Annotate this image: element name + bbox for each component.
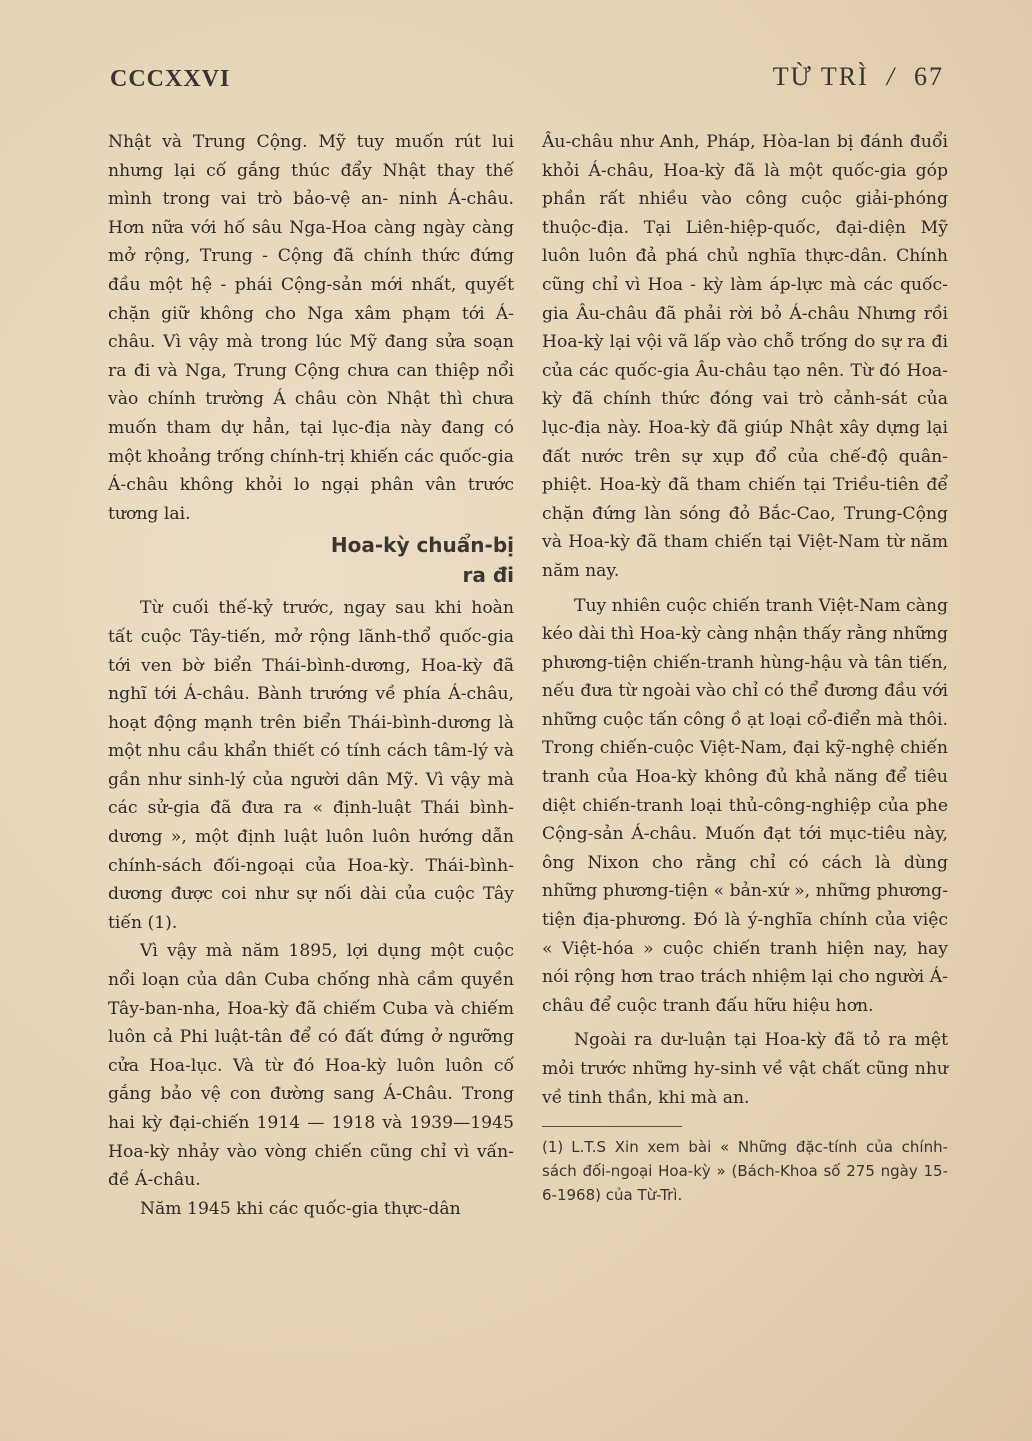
body-paragraph: Năm 1945 khi các quốc-gia thực-dân	[140, 1198, 461, 1219]
body-paragraph: Vì vậy mà năm 1895, lợi dụng một cuộc nổi loạn của dân Cuba chống nhà cầm quyền Tây-ban-nha, Hoa-kỳ đã chiếm Cuba và chiếm luôn cả Phi luật-tân để có đất đứng ở ngưỡng cửa Hoa-lục. Và từ đó Hoa-kỳ luôn luôn cố gắng bảo vệ con đường sang Á-Châu. Trong hai kỳ đại-chiến 1914 — 1918 và 1939—1945 Hoa-kỳ nhảy vào vòng chiến cũng chỉ vì vấn-đề Á-châu.	[108, 941, 514, 1191]
section-heading-line: Hoa-kỳ chuẩn-bị	[330, 533, 514, 558]
body-paragraph: Từ cuối thế-kỷ trước, ngay sau khi hoàn tất cuộc Tây-tiến, mở rộng lãnh-thổ quốc-gia tới ven bờ biển Thái-bình-dương, Hoa-kỳ đã nghĩ tới Á-châu. Bành trướng về phía Á-châu, hoạt động mạnh trên biển Thái-bình-dương là một nhu cầu khẩn thiết có tính cách tâm-lý và gần như sinh-lý của người dân Mỹ. Vì vậy mà các sử-gia đã đưa ra « định-luật Thái bình-dương », một định luật luôn luôn hướng dẫn chính-sách đối-ngoại của Hoa-kỳ. Thái-bình-dương được coi như sự nối dài của cuộc Tây tiến (1).	[108, 598, 514, 933]
body-paragraph: Âu-châu như Anh, Pháp, Hòa-lan bị đánh đuổi khỏi Á-châu, Hoa-kỳ đã là một quốc-gia góp phần rất nhiều vào công cuộc giải-phóng thuộc-địa. Tại Liên-hiệp-quốc, đại-diện Mỹ luôn luôn đả phá chủ nghĩa thực-dân. Chính cũng chỉ vì Hoa - kỳ làm áp-lực mà các quốc-gia Âu-châu đã phải rời bỏ Á-châu Nhưng rồi Hoa-kỳ lại vội vã lấp vào chỗ trống do sự ra đi của các quốc-gia Âu-châu tạo nên. Từ đó Hoa-kỳ đã chính thức đóng vai trò cảnh-sát của lục-địa này. Hoa-kỳ đã giúp Nhật xây dựng lại đất nước trên sự xụp đổ của chế-độ quân-phiệt. Hoa-kỳ đã tham chiến tại Triều-tiên để chặn đứng làn sóng đỏ Bắc-Cao, Trung-Cộng và Hoa-kỳ đã tham chiến tại Việt-Nam từ năm năm nay.	[542, 132, 948, 581]
footnote	[542, 1135, 948, 1207]
running-header	[773, 62, 944, 92]
body-paragraph: Nhật và Trung Cộng. Mỹ tuy muốn rút lui nhưng lại cố gắng thúc đẩy Nhật thay thế mình trong vai trò bảo-vệ an- ninh Á-châu. Hơn nữa với hố sâu Nga-Hoa càng ngày càng mở rộng, Trung - Cộng đã chính thức đứng đầu một hệ - phái Cộng-sản mới nhất, quyết chặn giữ không cho Nga xâm phạm tới Á-châu. Vì vậy mà trong lúc Mỹ đang sửa soạn ra đi và Nga, Trung Cộng chưa can thiệp nổi vào chính trường Á châu còn Nhật thì chưa muốn tham dự hẳn, tại lục-địa này đang có một khoảng trống chính-trị khiến các quốc-gia Á-châu không khỏi lo ngại phân vân trước tương lai.	[108, 132, 514, 524]
author-name: TỪ TRÌ	[772, 62, 869, 91]
body-paragraph: Tuy nhiên cuộc chiến tranh Việt-Nam càng kéo dài thì Hoa-kỳ càng nhận thấy rằng những phương-tiện chiến-tranh hùng-hậu và tân tiến, nếu đưa từ ngoài vào chỉ có thể đương đầu với những cuộc tấn công ồ ạt loại cổ-điển mà thôi. Trong chiến-cuộc Việt-Nam, đại kỹ-nghệ chiến tranh của Hoa-kỳ không đủ khả năng để tiêu diệt chiến-tranh loại thủ-công-nghiệp của phe Cộng-sản Á-châu. Muốn đạt tới mục-tiêu này, ông Nixon cho rằng chỉ có cách là dùng những phương-tiện « bản-xứ », những phương-tiện địa-phương. Đó là ý-nghĩa chính của việc « Việt-hóa » cuộc chiến tranh hiện nay, hay nói rộng hơn trao trách nhiệm lại cho người Á-châu để cuộc tranh đấu hữu hiệu hơn.	[542, 595, 948, 1016]
section-heading-line: ra đi	[462, 563, 514, 588]
page-number: 67	[914, 62, 944, 91]
issue-number: CCCXXVI	[110, 66, 231, 92]
footnote-divider	[542, 1126, 682, 1127]
header-separator: /	[886, 62, 896, 91]
right-column	[542, 128, 948, 1207]
section-heading	[108, 530, 514, 590]
left-column	[108, 128, 514, 1223]
footnote-marker: (1)	[542, 1138, 564, 1157]
footnote-text: L.T.S Xin xem bài « Những đặc-tính của chính- sách đối-ngoại Hoa-kỳ » (Bách-Khoa số 275 ngày 15-6-1968) của Từ-Trì.	[542, 1138, 948, 1205]
body-paragraph: Ngoài ra dư-luận tại Hoa-kỳ đã tỏ ra mệt mỏi trước những hy-sinh về vật chất cũng như về tinh thần, khi mà an.	[542, 1030, 948, 1108]
